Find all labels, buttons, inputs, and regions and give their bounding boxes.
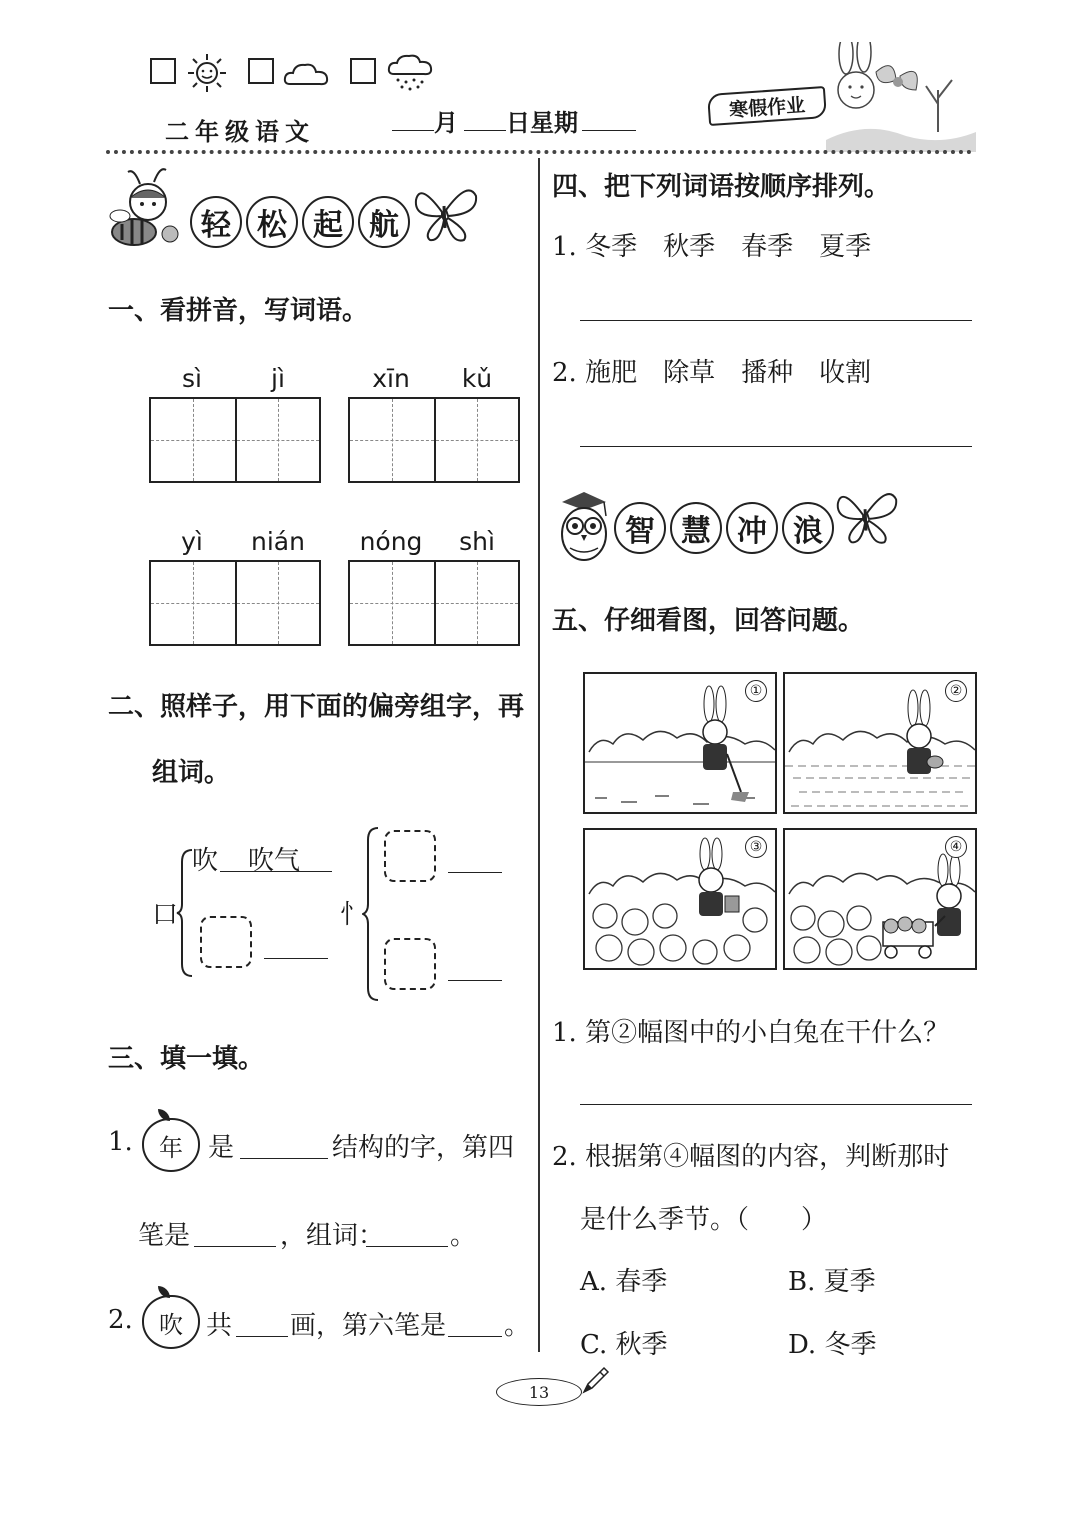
picture-4-harvesting — [783, 828, 977, 970]
picture-2-sowing — [783, 672, 977, 814]
xin-word-blank-1[interactable] — [448, 872, 502, 873]
apple-char-nian-text: 年 — [159, 1133, 183, 1162]
pencil-icon — [580, 1366, 610, 1396]
page-number: 13 — [528, 1382, 550, 1402]
q4-answer-line-2[interactable] — [580, 446, 972, 447]
brace-xin — [362, 826, 380, 1002]
writing-grid-nongshi[interactable] — [348, 560, 520, 646]
banner2-char-3: 冲 — [726, 502, 778, 554]
option-c[interactable]: C. 秋季 — [580, 1330, 668, 1360]
apple-char-nian — [142, 1118, 200, 1172]
question-1-title: 一、看拼音，写词语。 — [108, 296, 369, 326]
kou-char-box[interactable] — [200, 916, 252, 968]
writing-grid-yinian[interactable] — [149, 560, 321, 646]
page-number-badge — [496, 1378, 582, 1406]
example-char: 吹 — [192, 846, 219, 876]
cloud-icon — [282, 58, 330, 90]
weather-checkbox-cloudy — [248, 58, 274, 84]
kou-word-blank[interactable] — [264, 958, 328, 959]
q3-item1-text-a: 是 — [208, 1133, 235, 1163]
pinyin-si: sì — [182, 364, 202, 393]
apple-stem-icon — [158, 1109, 170, 1121]
badge-text: 寒假作业 — [728, 93, 806, 122]
butterfly-icon — [412, 178, 480, 246]
header-divider — [106, 150, 972, 154]
question-3-title: 三、填一填。 — [108, 1044, 265, 1074]
xin-word-blank-2[interactable] — [448, 980, 502, 981]
banner-char-1: 轻 — [190, 196, 242, 248]
example-word: 吹气 — [248, 846, 301, 876]
rabbit-bow-illustration — [826, 42, 976, 152]
sixth-stroke-blank[interactable] — [448, 1336, 502, 1337]
writing-grid-xinku[interactable] — [348, 397, 520, 483]
month-blank[interactable] — [392, 105, 434, 131]
radical-xin: 忄 — [340, 900, 367, 930]
q3-item1-end: 。 — [450, 1221, 477, 1251]
winter-homework-badge — [707, 86, 827, 126]
banner-char-2: 松 — [246, 196, 298, 248]
q3-item2-end: 。 — [504, 1311, 531, 1341]
weather-checkbox-sunny — [150, 58, 176, 84]
q3-item1-text-b: 结构的字，第四 — [332, 1133, 515, 1163]
picture-2-number: ② — [945, 680, 967, 702]
q4-line-2: 2. 施肥 除草 播种 收割 — [552, 358, 872, 388]
banner-char-3: 起 — [302, 196, 354, 248]
question-2-title-line2: 组词。 — [152, 758, 231, 788]
subject-label: 二年级语文 — [165, 118, 315, 146]
picture-4-number: ④ — [945, 836, 967, 858]
option-d[interactable]: D. 冬季 — [788, 1330, 877, 1360]
q3-item2-text-b: 画，第六笔是 — [290, 1311, 447, 1341]
stroke-count-blank[interactable] — [236, 1336, 288, 1337]
question-5-title: 五、仔细看图，回答问题。 — [552, 606, 865, 636]
q5-answer-line-1[interactable] — [580, 1104, 972, 1105]
q5-sub-question-2-line1: 2. 根据第④幅图的内容，判断那时 — [552, 1142, 950, 1172]
pinyin-nian: nián — [251, 527, 305, 556]
structure-blank[interactable] — [240, 1158, 328, 1159]
banner2-char-4: 浪 — [782, 502, 834, 554]
section-banner-wisdom-surf — [614, 502, 838, 554]
q4-answer-line-1[interactable] — [580, 320, 972, 321]
section-banner-easy-start — [190, 196, 414, 248]
date-fields — [392, 103, 636, 138]
picture-1-number: ① — [745, 680, 767, 702]
q3-item2-text-a: 共 — [206, 1311, 233, 1341]
picture-3-number: ③ — [745, 836, 767, 858]
fourth-stroke-blank[interactable] — [194, 1246, 276, 1247]
sun-icon — [186, 52, 228, 94]
writing-grid-siji[interactable] — [149, 397, 321, 483]
q3-item1-text-c: 笔是 — [138, 1221, 191, 1251]
question-2-title-line1: 二、照样子，用下面的偏旁组字，再 — [108, 692, 525, 722]
pinyin-nong: nóng — [359, 527, 423, 556]
pinyin-shi: shì — [459, 527, 495, 556]
q5-sub-question-2-line2: 是什么季节。（ ） — [580, 1205, 828, 1235]
apple-char-chui-text: 吹 — [159, 1310, 183, 1339]
butterfly-icon — [834, 482, 900, 548]
month-label: 月 — [434, 109, 458, 137]
q3-item2-number: 2. — [108, 1305, 133, 1335]
q5-sub-question-1: 1. 第②幅图中的小白兔在干什么？ — [552, 1018, 950, 1048]
xin-char-box-1[interactable] — [384, 830, 436, 882]
q3-item1-text-d: ，组词： — [280, 1221, 385, 1251]
radical-kou: 口 — [152, 900, 179, 930]
pinyin-ku: kǔ — [461, 364, 493, 393]
xin-char-box-2[interactable] — [384, 938, 436, 990]
example-word-underline — [220, 871, 332, 872]
bee-mascot-illustration — [104, 164, 194, 254]
option-a[interactable]: A. 春季 — [580, 1267, 668, 1297]
pinyin-ji: jì — [271, 364, 285, 393]
column-divider — [538, 158, 540, 1352]
day-blank[interactable] — [464, 105, 506, 131]
apple-stem-icon — [158, 1286, 170, 1298]
q3-item1-number: 1. — [108, 1127, 133, 1157]
pinyin-xin: xīn — [372, 364, 410, 393]
compound-word-blank[interactable] — [366, 1246, 448, 1247]
picture-1-planting — [583, 672, 777, 814]
weekday-blank[interactable] — [582, 105, 636, 131]
option-b[interactable]: B. 夏季 — [788, 1267, 876, 1297]
banner-char-4: 航 — [358, 196, 410, 248]
rain-cloud-icon — [386, 52, 436, 94]
banner2-char-1: 智 — [614, 502, 666, 554]
banner2-char-2: 慧 — [670, 502, 722, 554]
weather-checkbox-rainy — [350, 58, 376, 84]
question-4-title: 四、把下列词语按顺序排列。 — [552, 172, 891, 202]
q4-line-1: 1. 冬季 秋季 春季 夏季 — [552, 232, 872, 262]
day-weekday-label: 日星期 — [506, 109, 578, 137]
pinyin-yi: yì — [181, 527, 203, 556]
picture-3-weeding — [583, 828, 777, 970]
owl-mascot-illustration — [552, 486, 616, 566]
apple-char-chui — [142, 1295, 200, 1349]
